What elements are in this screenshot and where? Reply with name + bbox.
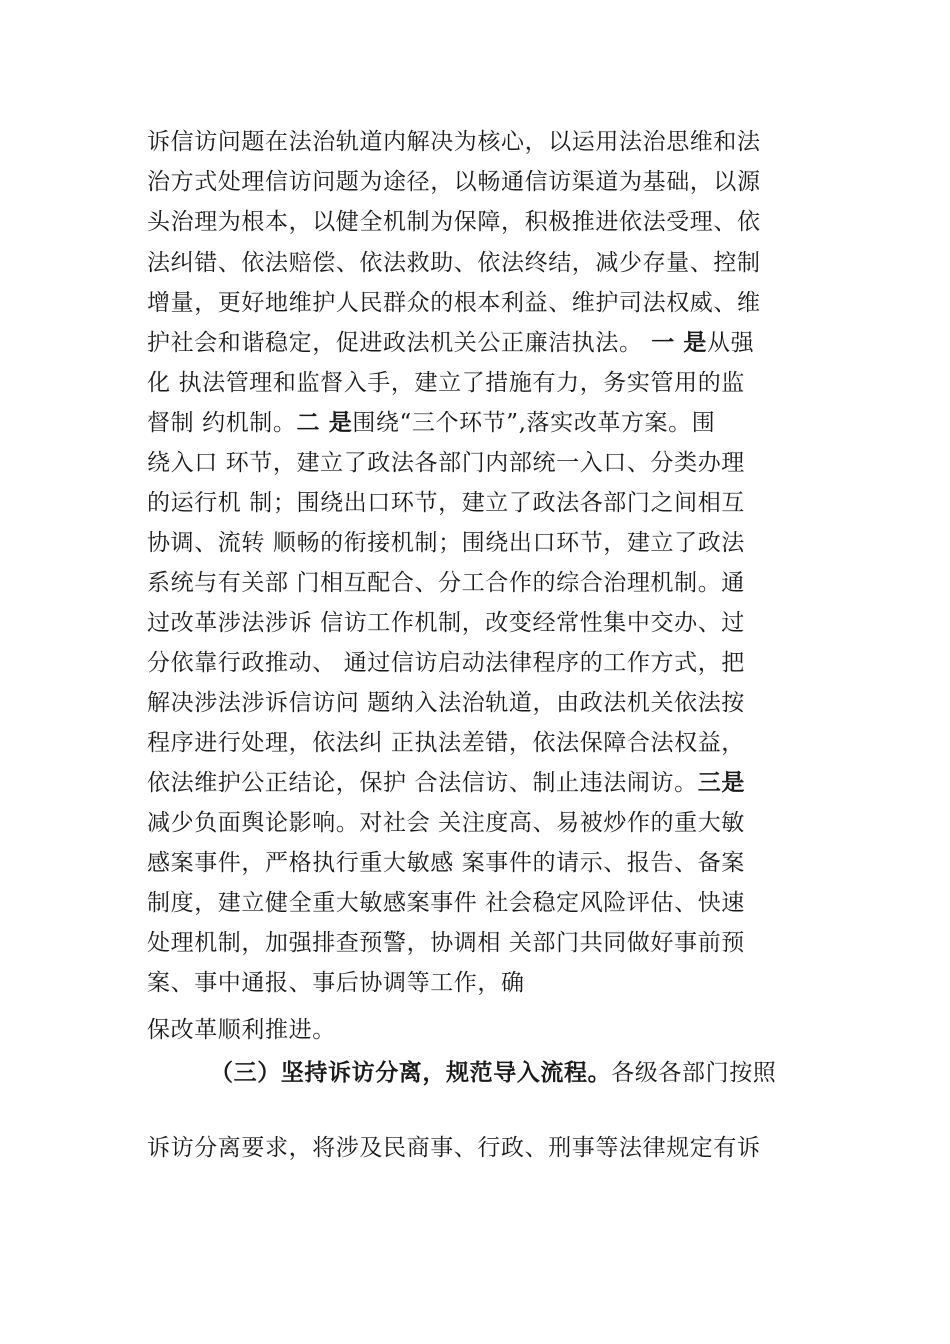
text-line: 解决涉法涉诉信访问 题纳入法治轨道，由政法机关依法按 <box>147 690 745 716</box>
bold-marker: 二 是 <box>296 409 353 436</box>
text-span: 围绕“三个环节”,落实改革方案。围 <box>352 410 716 436</box>
text-line: 治方式处理信访问题为途径，以畅通信访渠道为基础，以源 <box>147 169 761 195</box>
text-line <box>147 403 807 443</box>
text-line: 制度，建立健全重大敏感案事件 社会稳定风险评估、快速 <box>147 890 745 916</box>
text-line <box>147 323 807 363</box>
text-span: 依法维护公正结论，保护 合法信访、制止违法闹访。 <box>147 770 698 796</box>
text-line: 增量，更好地维护人民群众的根本利益、维护司法权威、维 <box>147 290 761 316</box>
text-line: 化 执法管理和监督入手，建立了措施有力，务实管用的监 <box>147 370 745 396</box>
text-span: 从强 <box>707 330 755 356</box>
heading-bold: （三）坚持诉访分离，规范导入流程。 <box>210 1059 612 1086</box>
bold-marker: 一 是 <box>642 329 708 356</box>
text-line: 分依靠行政推动、 通过信访启动法律程序的工作方式，把 <box>147 650 745 676</box>
text-line: 感案事件，严格执行重大敏感 案事件的请示、报告、备案 <box>147 850 745 876</box>
text-line: 协调、流转 顺畅的衔接机制；围绕出口环节，建立了政法 <box>147 530 745 556</box>
text-line: 减少负面舆论影响。对社会 关注度高、易被炒作的重大敏 <box>147 810 745 836</box>
text-line: 处理机制，加强排查预警，协调相 关部门共同做好事前预 <box>147 930 745 956</box>
text-line: 程序进行处理，依法纠 正执法差错，依法保障合法权益， <box>147 730 745 756</box>
text-span: 督制 约机制。 <box>147 410 297 436</box>
text-line: 过改革涉法涉诉 信访工作机制，改变经常性集中交办、过 <box>147 610 745 636</box>
text-line: 的运行机 制；围绕出口环节，建立了政法各部门之间相互 <box>147 490 745 516</box>
text-line <box>147 763 807 803</box>
text-span: 护社会和谐稳定，促进政法机关公正廉洁执法。 <box>147 330 643 356</box>
text-line: 保改革顺利推进。 <box>147 1017 336 1043</box>
section-heading <box>210 1053 810 1093</box>
text-line: 头治理为根本，以健全机制为保障，积极推进依法受理、依 <box>147 209 761 235</box>
text-line: 绕入口 环节，建立了政法各部门内部统一入口、分类办理 <box>147 450 745 476</box>
text-line: 诉信访问题在法治轨道内解决为核心，以运用法治思维和法 <box>147 129 761 155</box>
text-line: 法纠错、依法赔偿、依法救助、依法终结，减少存量、控制 <box>147 250 761 276</box>
text-line: 系统与有关部 门相互配合、分工合作的综合治理机制。通 <box>147 570 745 596</box>
text-span: 各级各部门按照 <box>611 1060 777 1086</box>
text-line: 案、事中通报、事后协调等工作，确 <box>147 970 525 996</box>
text-line: 诉访分离要求，将涉及民商事、行政、刑事等法律规定有诉 <box>147 1135 761 1161</box>
bold-marker: 三是 <box>697 769 745 796</box>
